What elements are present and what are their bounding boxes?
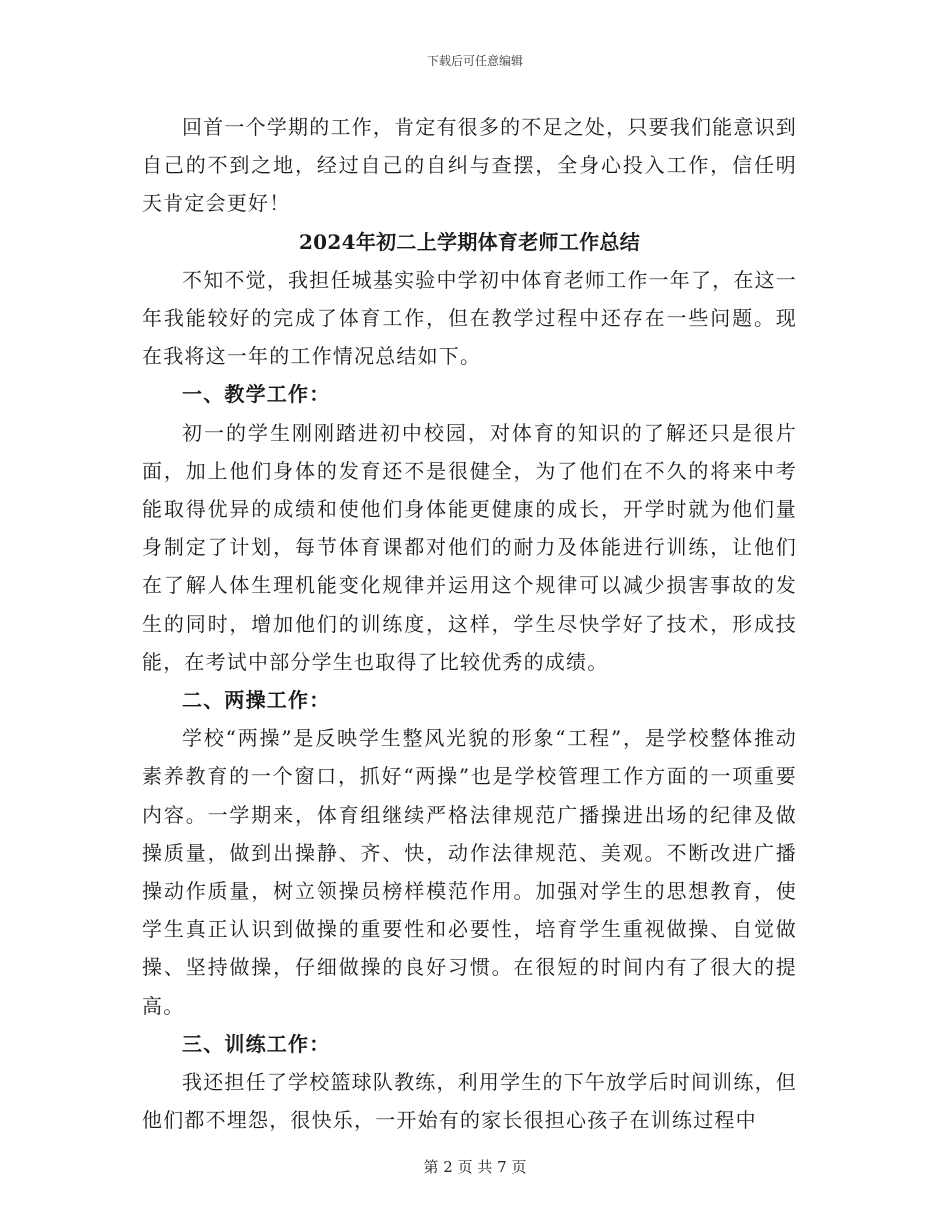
- section-heading-teaching: 一、教学工作：: [182, 382, 331, 407]
- section-paragraph-exercises: 学校“两操”是反映学生整风光貌的形象“工程”，是学校整体推动素养教育的一个窗口，抓好“两操”也是学校管理工作方面的一项重要内容。一学期来，体育组继续严格法律规范广播操进出场的纪律及做操质量，做到出操静、齐、快，动作法律规范、美观。不断改进广播操动作质量，树立领操员榜样模范作用。加强对学生的思想教育，使学生真正认识到做操的重要性和必要性，培育学生重视做操、自觉做操、坚持做操，仔细做操的良好习惯。在很短的时间内有了很大的提高。: [142, 726, 797, 1018]
- opening-paragraph: 不知不觉，我担任城基实验中学初中体育老师工作一年了，在这一年我能较好的完成了体育工作，但在教学过程中还存在一些问题。现在我将这一年的工作情况总结如下。: [142, 267, 797, 369]
- document-body: [142, 108, 797, 1139]
- section-paragraph-training: 我还担任了学校篮球队教练，利用学生的下午放学后时间训练，但他们都不埋怨，很快乐，一开始有的家长很担心孩子在训练过程中: [142, 1070, 797, 1133]
- document-title: 2024年初二上学期体育老师工作总结: [298, 229, 641, 254]
- section-heading-exercises: 二、两操工作：: [182, 688, 331, 713]
- page-number: 第 2 页 共 7 页: [423, 1158, 527, 1176]
- section-heading-training: 三、训练工作：: [182, 1031, 331, 1056]
- intro-paragraph: 回首一个学期的工作，肯定有很多的不足之处，只要我们能意识到自己的不到之地，经过自己的自纠与查摆，全身心投入工作，信任明天肯定会更好！: [142, 115, 797, 216]
- section-paragraph-teaching: 初一的学生刚刚踏进初中校园，对体育的知识的了解还只是很片面，加上他们身体的发育还不是很健全，为了他们在不久的将来中考能取得优异的成绩和使他们身体能更健康的成长，开学时就为他们量身制定了计划，每节体育课都对他们的耐力及体能进行训练，让他们在了解人体生理机能变化规律并运用这个规律可以减少损害事故的发生的同时，增加他们的训练度，这样，学生尽快学好了技术，形成技能，在考试中部分学生也取得了比较优秀的成绩。: [142, 420, 797, 674]
- page-header-note: 下载后可任意编辑: [426, 54, 523, 68]
